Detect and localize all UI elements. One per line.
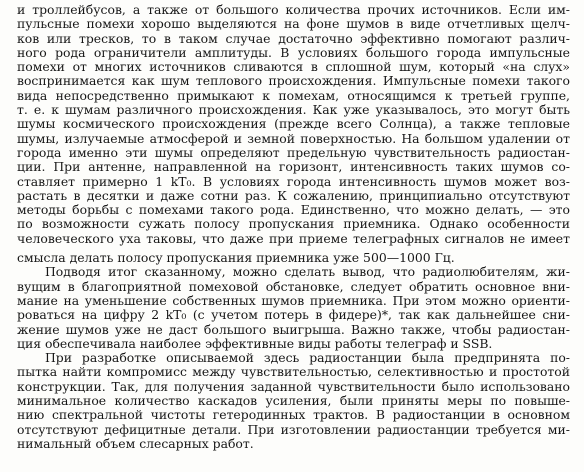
paragraph-2 [17, 265, 570, 351]
text-line: и троллейбусов, а также от большого количества прочих источников. Если им- [17, 3, 570, 17]
text-line: по возможности сужать полосу пропускания приемника. Однако особенности [17, 217, 570, 232]
text-line: вущим в благоприятной помеховой обстановке, следует обратить основное вни- [17, 279, 570, 294]
paragraph-3 [17, 351, 570, 451]
text-line: методы борьбы с помехами такого рода. Единственно, что можно делать, — это [17, 203, 570, 218]
text-line: города именно эти шумы определяют предельную чувствительность радиостан- [17, 145, 570, 160]
text-line: помехи от многих источников сливаются в сплошной шум, который «на слух» [17, 60, 570, 75]
text-line: конструкции. Так, для получения заданной чувствительности было использовано [17, 379, 570, 394]
text-line: ставляет примерно 1 kT₀. В условиях города интенсивность шумов может воз- [17, 174, 570, 189]
text-line: человеческого уха таковы, что даже при приеме телеграфных сигналов не имеет [17, 231, 570, 246]
text-line: мание на уменьшение собственных шумов приемника. При этом можно ориенти- [17, 293, 570, 308]
text-line: роваться на цифру 2 kT₀ (с учетом потерь в фидере)*, так как дальнейшее сни- [17, 308, 570, 323]
text-line: шумы, излучаемые атмосферой и земной поверхностью. На большом удалении от [17, 131, 570, 146]
text-line: ного рода ограничители амплитуды. В условиях большого города импульсные [17, 45, 570, 60]
text-line: ция обеспечивала наиболее эффективные виды работы телеграф и SSB. [17, 336, 493, 351]
text-line: пульсные помехи хорошо выделяются на фоне шумов в виде отчетливых щелч- [17, 17, 570, 32]
body-text [17, 3, 570, 451]
text-line: ции. При антенне, направленной на горизонт, интенсивность таких шумов со- [17, 160, 570, 175]
text-line: нимальный объем слесарных работ. [17, 436, 254, 451]
text-line: При разработке описываемой здесь радиостанции была предпринята по- [45, 351, 570, 366]
text-line: растать в десятки и даже сотни раз. К сожалению, принципиально отсутствуют [17, 188, 570, 203]
text-line: Подводя итог сказанному, можно сделать вывод, что радиолюбителям, жи- [45, 265, 570, 280]
text-line: пытка найти компромисс между чувствительностью, селективностью и простотой [17, 365, 570, 380]
paragraph-1 [17, 3, 570, 265]
text-line: вида непосредственно примыкают к помехам, относящимся к третьей группе, [17, 88, 570, 103]
text-line: воспринимается как шум теплового происхождения. Импульсные помехи такого [17, 74, 570, 89]
text-line: т. е. к шумам различного происхождения. Как уже указывалось, это могут быть [17, 103, 570, 118]
text-line: смысла делать полосу пропускания приемника уже 500—1000 Гц. [17, 251, 455, 266]
text-line: отсутствуют дефицитные детали. При изготовлении радиостанции требуется ми- [17, 422, 570, 437]
text-line: ков или тресков, то в таком случае достаточно эффективно помогают различ- [17, 31, 570, 46]
text-line: нию спектральной чистоты гетеродинных трактов. В радиостанции в основном [17, 408, 570, 423]
text-line: жение шумов уже не даст большого выигрыша. Важно также, чтобы радиостан- [17, 322, 570, 337]
text-line: шумы космического происхождения (прежде всего Солнца), а также тепловые [17, 117, 570, 132]
text-line: минимальное количество каскадов усиления, были приняты меры по повыше- [17, 394, 570, 409]
